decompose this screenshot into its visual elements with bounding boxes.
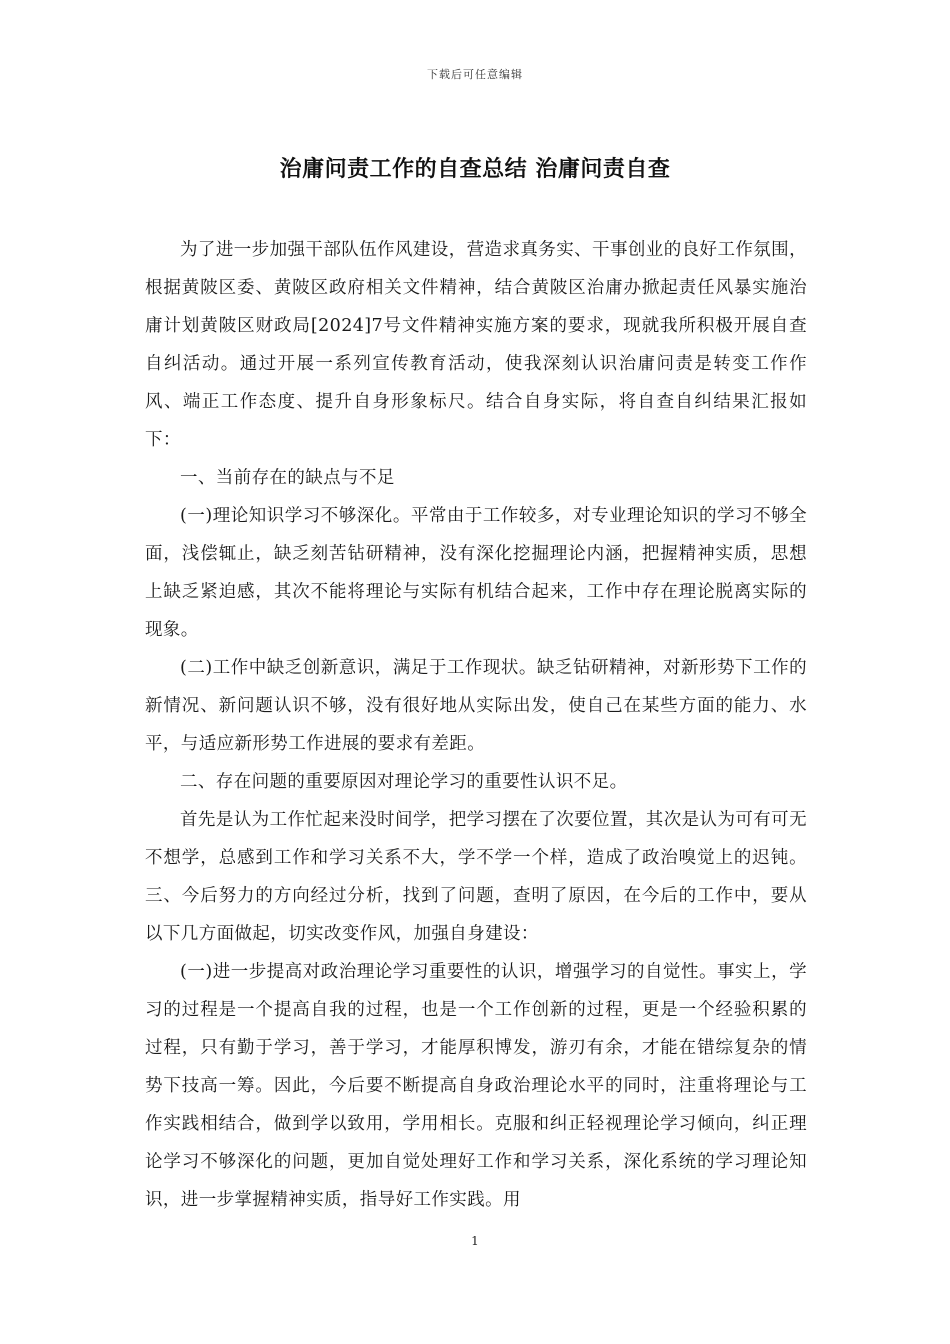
header-note: 下载后可任意编辑 — [427, 68, 523, 81]
paragraph-innovation: (二)工作中缺乏创新意识，满足于工作现状。缺乏钻研精神，对新形势下工作的新情况、新问题认识不够，没有很好地从实际出发，使自己在某些方面的能力、水平，与适应新形势工作进展的要求有差距。 — [145, 658, 807, 754]
document-body — [145, 231, 807, 1219]
paragraph-causes: 首先是认为工作忙起来没时间学，把学习摆在了次要位置，其次是认为可有可无不想学，总感到工作和学习关系不大，学不学一个样，造成了政治嗅觉上的迟钝。三、今后努力的方向经过分析，找到了问题，查明了原因，在今后的工作中，要从以下几方面做起，切实改变作风，加强自身建设： — [145, 810, 807, 944]
section-heading-1: 一、当前存在的缺点与不足 — [180, 468, 395, 488]
page-number: 1 — [471, 1234, 479, 1248]
paragraph-theory-study: (一)理论知识学习不够深化。平常由于工作较多，对专业理论知识的学习不够全面，浅偿辄止，缺乏刻苦钻研精神，没有深化挖掘理论内涵，把握精神实质，思想上缺乏紧迫感，其次不能将理论与实际有机结合起来，工作中存在理论脱离实际的现象。 — [145, 506, 807, 640]
paragraph-improvement: (一)进一步提高对政治理论学习重要性的认识，增强学习的自觉性。事实上，学习的过程是一个提高自我的过程，也是一个工作创新的过程，更是一个经验积累的过程，只有勤于学习，善于学习，才能厚积博发，游刃有余，才能在错综复杂的情势下技高一筹。因此，今后要不断提高自身政治理论水平的同时，注重将理论与工作实践相结合，做到学以致用，学用相长。克服和纠正轻视理论学习倾向，纠正理论学习不够深化的问题，更加自觉处理好工作和学习关系，深化系统的学习理论知识，进一步掌握精神实质，指导好工作实践。用 — [145, 962, 807, 1210]
section-heading-2: 二、存在问题的重要原因对理论学习的重要性认识不足。 — [180, 772, 628, 792]
document-title: 治庸问责工作的自查总结 治庸问责自查 — [279, 157, 671, 182]
paragraph-intro: 为了进一步加强干部队伍作风建设，营造求真务实、干事创业的良好工作氛围，根据黄陂区委、黄陂区政府相关文件精神，结合黄陂区治庸办掀起责任风暴实施治庸计划黄陂区财政局[2024]7号文件精神实施方案的要求，现就我所积极开展自查自纠活动。通过开展一系列宣传教育活动，使我深刻认识治庸问责是转变工作作风、端正工作态度、提升自身形象标尺。结合自身实际，将自查自纠结果汇报如下： — [145, 240, 807, 450]
